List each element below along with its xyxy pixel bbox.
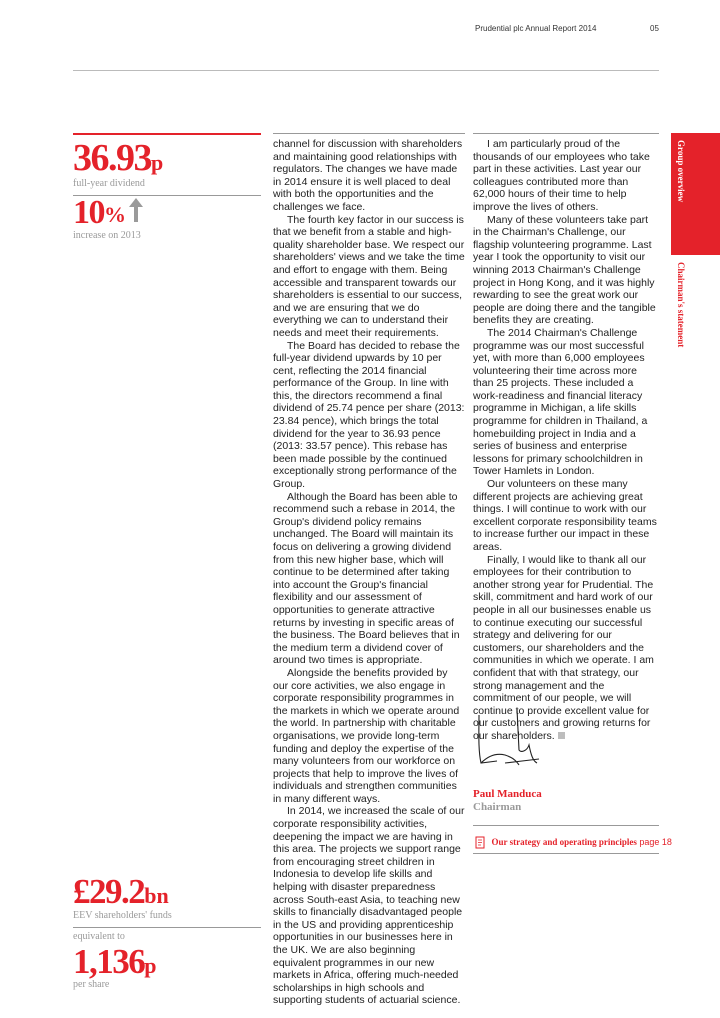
running-header (475, 24, 659, 33)
paragraph: Our volunteers on these many different projects are achieving great things. I will continue to work with our excellent corporate responsibility teams to increase further our impact in these areas. (473, 478, 657, 553)
paragraph: Alongside the benefits provided by our core activities, we also engage in corporate responsibility programmes in the markets in which we operate around the world. In partnership with charitable organisations, we provide long-term funding and deploy the expertise of the many volunteers from our workforce on projects that help to improve the lives of individuals and strengthen communities in many different ways. (273, 666, 460, 805)
stat-value (73, 196, 261, 230)
stat-dividend (73, 133, 261, 196)
stat-per-share (73, 931, 261, 990)
stat-divider (73, 927, 261, 928)
dividend-unit: p (151, 150, 164, 175)
reference-page: page 18 (639, 836, 672, 847)
page-number: 05 (650, 24, 659, 33)
signatory-title: Chairman (473, 801, 522, 813)
paragraph: I am particularly proud of the thousands of our employees who take part in these activities. Last year our colleagues contributed more than 62,000 hours of their time to help improve the lives of others. (473, 138, 650, 213)
closing-paragraph-text: Finally, I would like to thank all our employees for their contribution to another strong year for Prudential. The skill, commitment and hard work of our people in all our businesses enable us to continue executing our successful strategy and delivering for our customers, our shareholders and the communities in which we operate. I am confident that with that strategy, our strong management and the commitment of our people, we will continue to provide excellent value for our customers and growing returns for our shareholders. (473, 553, 654, 742)
paragraph: Many of these volunteers take part in the Chairman's Challenge, our flagship volunteering programme. Last year I took the opportunity to visit our winning 2013 Chairman's Challenge project in Hong Kong, and it was highly rewarding to see the great work our people are doing there and the tangible benefits they are creating. (473, 213, 656, 327)
increase-value: 10 (73, 194, 104, 231)
stat-caption: increase on 2013 (73, 230, 141, 241)
stat-increase (73, 196, 261, 241)
paragraph: channel for discussion with shareholders and maintaining good relationships with regulators. The changes we have made in 2014 ensure it is well placed to deal with both the opportunities and the challenges we face. (273, 138, 463, 213)
paragraph: The 2014 Chairman's Challenge programme was our most successful yet, with more than 6,000 employees volunteering their time across more than 25 projects. These included a work-readiness and financial literacy programme in Michigan, a life skills programme for children in Thailand, a homebuilding project in India and a series of business and enterprise lessons for primary schoolchildren in Tower Hamlets in London. (473, 326, 648, 478)
reference-rule-top (473, 825, 659, 826)
per-share-value: 1,136 (73, 942, 145, 981)
right-column-rule (473, 133, 659, 134)
side-tab-chairmans-statement[interactable]: Chairman's statement (676, 262, 686, 348)
paragraph: Although the Board has been able to recommend such a rebase in 2014, the Group's dividend policy remains unchanged. The Board will maintain its focus on delivering a growing dividend from this new higher base, which will continue to be determined after taking into account the Group's financial flexibility and our assessment of opportunities to generate attractive returns by investing in specific areas of the business. The Board believes that in the medium term a dividend cover of around two times is appropriate. (273, 490, 460, 667)
eev-value: £29.2 (73, 872, 145, 911)
reference-link[interactable]: Our strategy and operating principles (491, 836, 637, 847)
middle-column-rule (273, 133, 465, 134)
paragraph: The Board has decided to rebase the full-year dividend upwards by 10 per cent, reflecting the 2014 financial performance of the Group. In line with this, the directors recommend a final dividend of 25.74 pence per share (2013: 23.84 pence), which brings the total dividend for the year to 36.93 pence (2013: 33.57 pence). This rebase has been made possible by the continued exceptionally strong performance of the Group. (273, 339, 465, 491)
report-title: Prudential plc Annual Report 2014 (475, 24, 597, 33)
reference-rule-bottom (473, 853, 659, 854)
per-share-unit: p (144, 953, 157, 978)
stat-eev (73, 874, 261, 928)
stat-caption: EEV shareholders' funds (73, 910, 172, 921)
up-arrow-icon (128, 197, 144, 223)
side-tab-group-overview[interactable]: Group overview (676, 140, 686, 203)
cross-reference[interactable] (475, 836, 672, 849)
signature-image (475, 705, 555, 775)
stat-pre-caption: equivalent to (73, 931, 125, 942)
dividend-value: 36.93 (73, 137, 151, 179)
paragraph: The fourth key factor in our success is that we benefit from a stable and high-quality shareholder base. We respect our shareholders' views and we take the time and effort to engage with them. Being accessible and transparent towards our shareholders is essential to our success, and we are ensuring that we do everything we can to understand their needs and meet their requirements. (273, 213, 465, 339)
document-icon (475, 836, 486, 849)
end-mark (558, 732, 565, 739)
middle-column (273, 138, 465, 1007)
right-column (473, 138, 659, 743)
stat-value (73, 944, 261, 979)
stat-value (73, 874, 261, 909)
header-rule (73, 70, 659, 71)
increase-unit: % (104, 202, 126, 227)
paragraph: In 2014, we increased the scale of our corporate responsibility activities, deepening the impact we are having in this area. The projects we support range from encouraging street children in Indonesia to develop life skills and helping with disaster preparedness across South-east Asia, to teaching new skills to financially disadvantaged people in the US and providing apprenticeship opportunities in our businesses here in the UK. We are also beginning equivalent programmes in our new markets in Africa, offering much-needed scholarships in high schools and supporting students of actuarial science. (273, 805, 465, 1007)
stat-caption: full-year dividend (73, 178, 145, 189)
stat-value (73, 139, 261, 177)
stat-top-bar (73, 133, 261, 135)
stat-caption: per share (73, 979, 110, 990)
eev-unit: bn (144, 883, 169, 908)
signatory-name: Paul Manduca (473, 788, 542, 800)
